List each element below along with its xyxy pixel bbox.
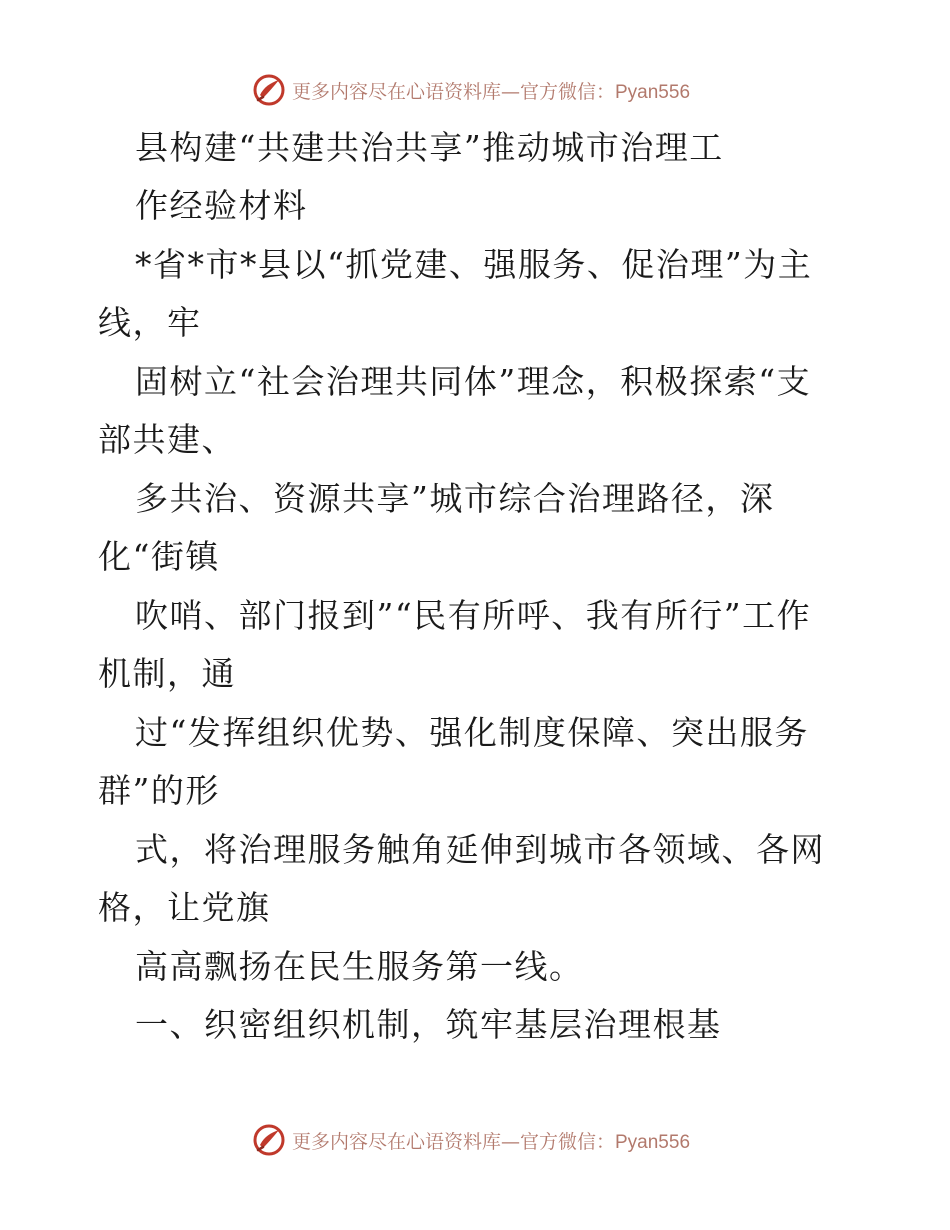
paragraph-line: 固树立“社会治理共同体”理念，积极探索“支 xyxy=(135,362,812,401)
title-line-1: 县构建“共建共治共享”推动城市治理工 xyxy=(135,128,724,167)
wechat-id: Pyan556 xyxy=(615,1131,691,1153)
paragraph-line: 线，牢 xyxy=(98,303,202,342)
paragraph-line: 格，让党旗 xyxy=(98,888,271,927)
paragraph-line: 化“街镇 xyxy=(98,537,220,576)
brush-pen-logo-icon xyxy=(252,1123,286,1157)
paragraph-line: 式，将治理服务触角延伸到城市各领域、各网 xyxy=(135,830,825,869)
section-heading: 一、织密组织机制，筑牢基层治理根基 xyxy=(135,1005,722,1044)
paragraph-line: 部共建、 xyxy=(98,420,236,459)
paragraph-line: 吹哨、部门报到”“民有所呼、我有所行”工作 xyxy=(135,596,812,635)
footer-watermark-text: 更多内容尽在心语资料库—官方微信：Pyan556 xyxy=(291,1130,691,1153)
footer-watermark xyxy=(0,1120,950,1160)
title-line-2: 作经验材料 xyxy=(135,186,308,225)
paragraph-line: 过“发挥组织优势、强化制度保障、突出服务 xyxy=(135,713,809,752)
footer-watermark-inner xyxy=(252,1123,690,1157)
paragraph-line: 机制，通 xyxy=(98,654,236,693)
paragraph-line: 群”的形 xyxy=(98,771,220,810)
paragraph-line: 高高飘扬在民生服务第一线。 xyxy=(135,947,584,986)
header-watermark-text: 更多内容尽在心语资料库—官方微信：Pyan556 xyxy=(291,80,691,103)
wechat-id: Pyan556 xyxy=(615,81,691,103)
paragraph-line: 多共治、资源共享”城市综合治理路径，深 xyxy=(135,479,775,518)
paragraph-line: *省*市*县以“抓党建、强服务、促治理”为主 xyxy=(135,245,813,284)
